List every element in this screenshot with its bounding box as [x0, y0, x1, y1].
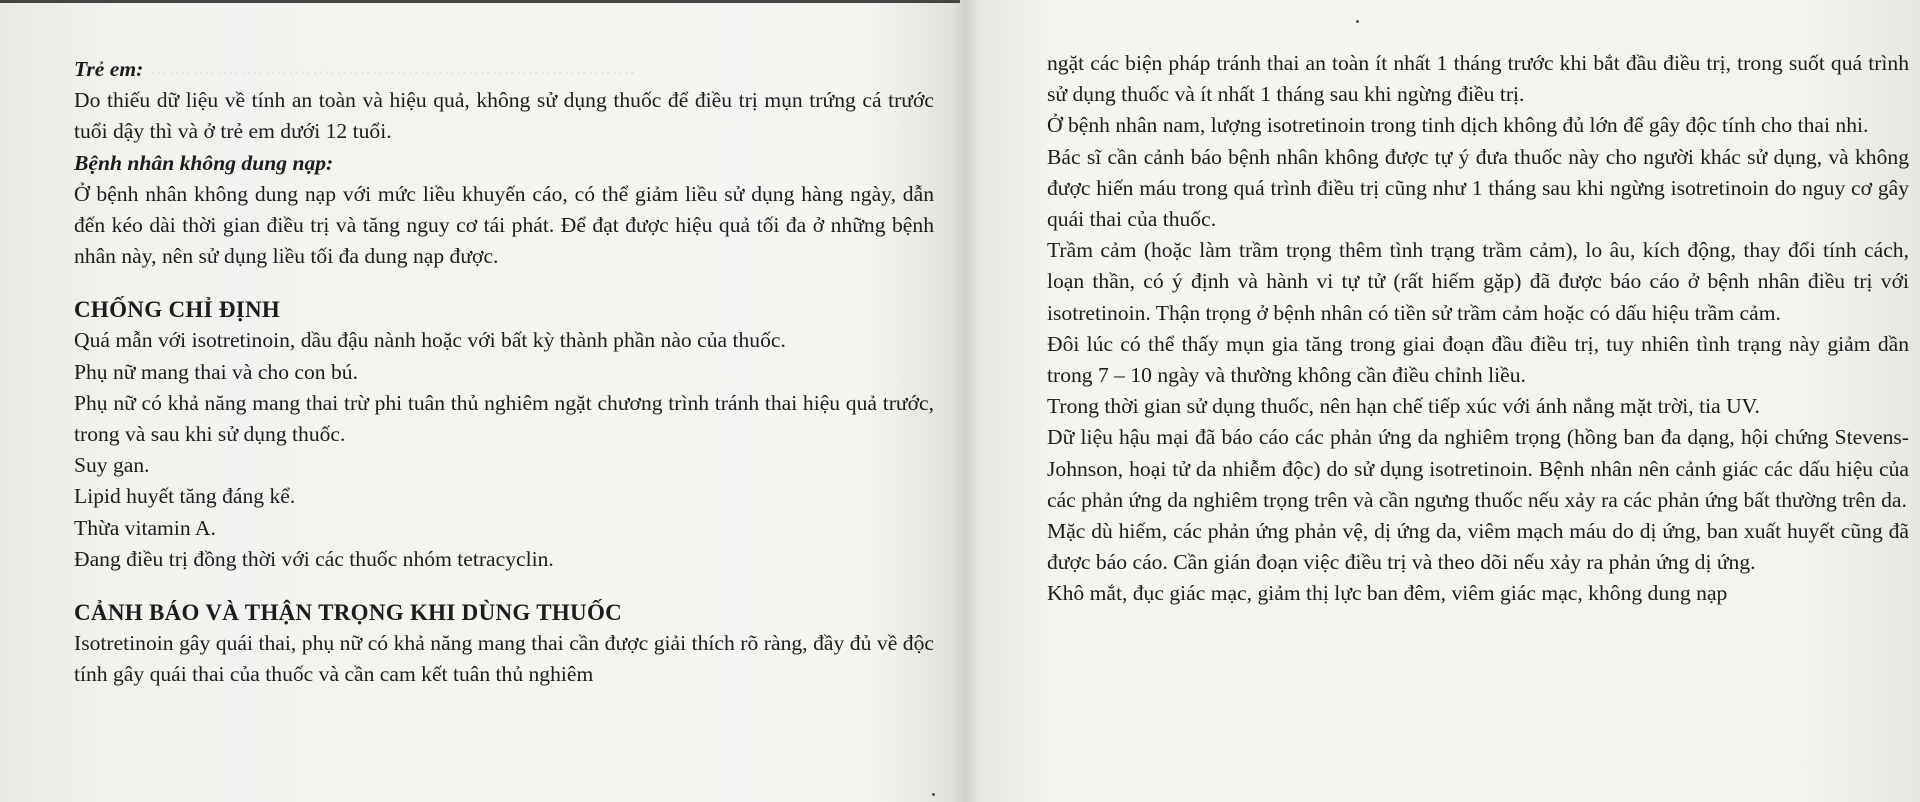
right-column — [1047, 48, 1909, 610]
intolerant-text: Ở bệnh nhân không dung nạp với mức liều khuyến cáo, có thể giảm liều sử dụng hàng ngày, dẫn đến kéo dài thời gian điều trị và tăng nguy cơ tái phát. Để đạt được hiệu quả tối đa ở những bệnh nhân này, nên sử dụng liều tối đa dung nạp được. — [74, 181, 934, 269]
right-page — [985, 0, 1920, 802]
contra-item: Phụ nữ mang thai và cho con bú. — [74, 359, 358, 384]
contra-item: Suy gan. — [74, 453, 150, 478]
right-paragraph: Bác sĩ cần cảnh báo bệnh nhân không được tự ý đưa thuốc này cho người khác sử dụng, và không được hiến máu trong quá trình điều trị cũng như 1 tháng sau khi ngừng isotretinoin do nguy cơ gây quái thai của thuốc. — [1047, 144, 1909, 232]
contra-item: Thừa vitamin A. — [74, 515, 216, 540]
right-paragraph: Mặc dù hiếm, các phản ứng phản vệ, dị ứng da, viêm mạch máu do dị ứng, ban xuất huyết cũng đã được báo cáo. Cần gián đoạn việc điều trị và theo dõi nếu xảy ra phản ứng dị ứng. — [1047, 519, 1909, 575]
section-gap — [74, 272, 934, 294]
contra-item: Quá mẫn với isotretinoin, dầu đậu nành hoặc với bất kỳ thành phần nào của thuốc. — [74, 328, 786, 353]
warnings-heading: CẢNH BÁO VÀ THẬN TRỌNG KHI DÙNG THUỐC — [74, 600, 623, 626]
right-paragraph: Ở bệnh nhân nam, lượng isotretinoin trong tinh dịch không đủ lớn để gây độc tính cho thai nhi. — [1047, 113, 1869, 138]
left-column — [74, 54, 934, 690]
right-paragraph: Trầm cảm (hoặc làm trầm trọng thêm tình trạng trầm cảm), lo âu, kích động, thay đổi tính cách, loạn thần, có ý định và hành vi tự tử (rất hiếm gặp) đã được báo cáo ở bệnh nhân điều trị với isotretinoin. Thận trọng ở bệnh nhân có tiền sử trầm cảm hoặc có dấu hiệu trầm cảm. — [1047, 238, 1909, 325]
intolerant-heading: Bệnh nhân không dung nạp: — [74, 150, 334, 175]
children-text: Do thiếu dữ liệu về tính an toàn và hiệu quả, không sử dụng thuốc để điều trị mụn trứng cá trước tuổi dậy thì và ở trẻ em dưới 12 tuổi. — [74, 88, 934, 144]
contraindications-heading: CHỐNG CHỈ ĐỊNH — [74, 297, 281, 323]
contra-item: Phụ nữ có khả năng mang thai trừ phi tuân thủ nghiêm ngặt chương trình tránh thai hiệu quả trước, trong và sau khi sử dụng thuốc. — [74, 390, 934, 447]
contra-item: Lipid huyết tăng đáng kể. — [74, 484, 296, 509]
section-gap — [74, 575, 934, 597]
right-paragraph: ngặt các biện pháp tránh thai an toàn ít nhất 1 tháng trước khi bắt đầu điều trị, trong suốt quá trình sử dụng thuốc và ít nhất 1 tháng sau khi ngừng điều trị. — [1047, 51, 1909, 107]
right-paragraph: Dữ liệu hậu mại đã báo cáo các phản ứng da nghiêm trọng (hồng ban đa dạng, hội chứng Stevens-Johnson, hoại tử da nhiễm độc) do sử dụng isotretinoin. Bệnh nhân nên cảnh giác các dấu hiệu của các phản ứng da nghiêm trọng trên và cần ngưng thuốc nếu xảy ra các phản ứng bất thường trên da. — [1047, 425, 1909, 512]
warnings-text: Isotretinoin gây quái thai, phụ nữ có khả năng mang thai cần được giải thích rõ ràng, đầy đủ về độc tính gây quái thai của thuốc và cần cam kết tuân thủ nghiêm — [74, 631, 934, 687]
contra-item: Đang điều trị đồng thời với các thuốc nhóm tetracyclin. — [74, 546, 554, 571]
right-paragraph: Đôi lúc có thể thấy mụn gia tăng trong giai đoạn đầu điều trị, tuy nhiên tình trạng này giảm dần trong 7 – 10 ngày và thường không cần điều chỉnh liều. — [1047, 331, 1909, 388]
children-heading: Trẻ em: — [74, 57, 144, 81]
right-paragraph: Khô mắt, đục giác mạc, giảm thị lực ban đêm, viêm giác mạc, không dung nạp — [1047, 581, 1728, 606]
show-through-text: ················································································· — [150, 63, 636, 83]
right-paragraph: Trong thời gian sử dụng thuốc, nên hạn chế tiếp xúc với ánh nắng mặt trời, tia UV. — [1047, 394, 1760, 419]
